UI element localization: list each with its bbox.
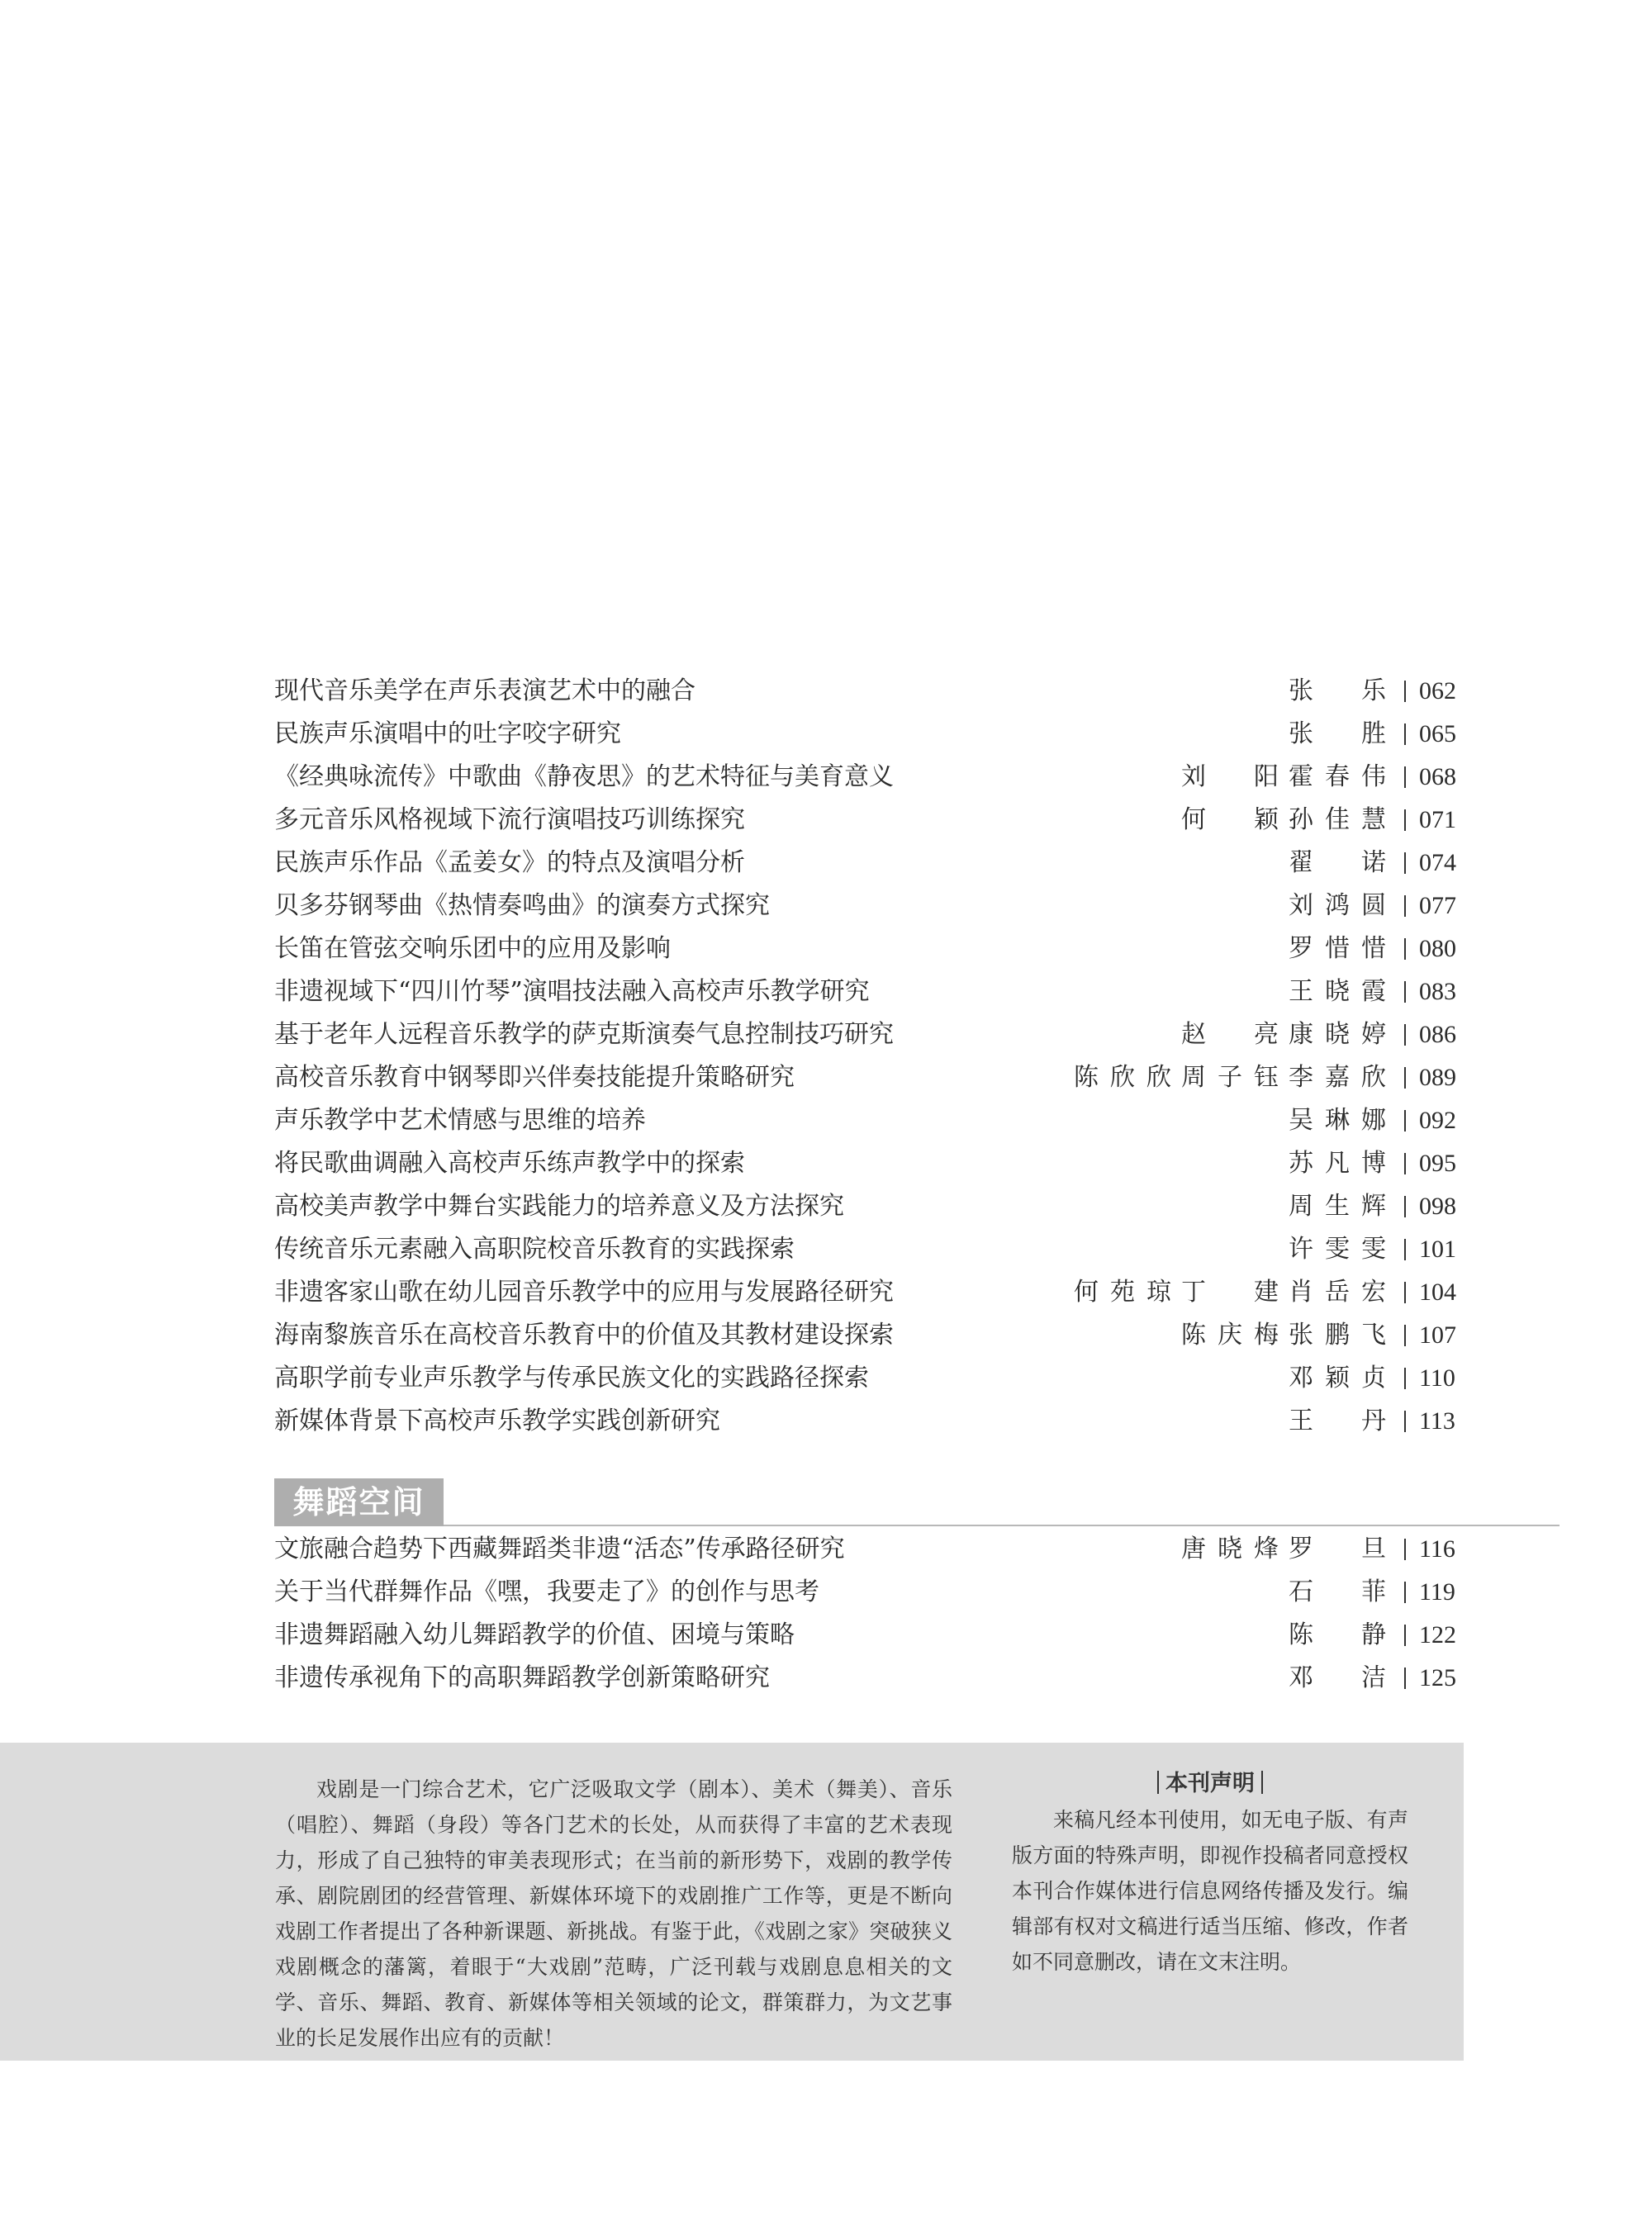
entry-author: 陈庆梅 (1181, 1321, 1279, 1350)
page-number: 095 (1419, 1150, 1456, 1177)
journal-statement (1012, 1766, 1408, 1980)
toc-entry[interactable] (0, 970, 1652, 1013)
page-separator (1404, 1625, 1406, 1646)
entry-title: 关于当代群舞作品《嘿，我要走了》的创作与思考 (274, 1577, 819, 1606)
entry-author: 丁建 (1181, 1278, 1279, 1307)
toc-entry[interactable] (0, 1013, 1652, 1056)
page-number: 086 (1419, 1021, 1456, 1048)
entry-author: 何苑琼 (1074, 1278, 1171, 1307)
toc-entry[interactable] (0, 1400, 1652, 1443)
entry-page (1404, 1614, 1456, 1657)
page-separator (1404, 1411, 1406, 1432)
entry-page (1404, 670, 1456, 713)
entry-page (1404, 1271, 1456, 1314)
toc-entry[interactable] (0, 1571, 1652, 1614)
entry-author: 王丹 (1289, 1407, 1386, 1435)
entry-title: 长笛在管弦交响乐团中的应用及影响 (274, 934, 671, 963)
entry-author: 周子钰 (1181, 1063, 1279, 1092)
statement-heading-text: 本刊声明 (1165, 1771, 1255, 1796)
toc-entry[interactable] (0, 1271, 1652, 1314)
page-number: 107 (1419, 1321, 1456, 1349)
page-number: 062 (1419, 677, 1456, 705)
page-number: 119 (1419, 1578, 1455, 1606)
entry-author: 何颖 (1181, 805, 1279, 834)
page-separator (1404, 895, 1406, 917)
entry-author: 周生辉 (1289, 1192, 1386, 1221)
entry-author: 翟诺 (1289, 848, 1386, 877)
entry-page (1404, 1142, 1456, 1185)
toc-entry[interactable] (0, 713, 1652, 756)
page-number: 068 (1419, 763, 1456, 790)
entry-author: 石菲 (1289, 1577, 1386, 1606)
entry-page (1404, 970, 1456, 1013)
statement-body: 来稿凡经本刊使用，如无电子版、有声版方面的特殊声明，即视作投稿者同意授权本刊合作媒体进行信息网络传播及发行。编辑部有权对文稿进行适当压缩、修改，作者如不同意删改，请在文末注明。 (1012, 1808, 1408, 1974)
entry-title: 多元音乐风格视域下流行演唱技巧训练探究 (274, 805, 745, 834)
entry-page (1404, 1099, 1456, 1142)
entry-page (1404, 1357, 1455, 1400)
page-number: 074 (1419, 849, 1456, 876)
page-number: 104 (1419, 1279, 1456, 1306)
page-separator (1404, 1539, 1406, 1560)
page-number: 098 (1419, 1193, 1456, 1220)
page-separator (1404, 1368, 1406, 1389)
entry-page (1404, 1185, 1456, 1228)
entry-author: 罗惜惜 (1289, 934, 1386, 963)
toc-entry[interactable] (0, 1099, 1652, 1142)
entry-title: 贝多芬钢琴曲《热情奏鸣曲》的演奏方式探究 (274, 891, 770, 920)
entry-author: 赵亮 (1181, 1020, 1279, 1049)
toc-entry[interactable] (0, 1528, 1652, 1571)
entry-page (1404, 799, 1456, 842)
entry-page (1404, 756, 1456, 799)
entry-page (1404, 927, 1456, 970)
page-separator (1404, 766, 1406, 788)
entry-title: 非遗客家山歌在幼儿园音乐教学中的应用与发展路径研究 (274, 1278, 894, 1307)
page-number: 083 (1419, 978, 1456, 1005)
entry-author: 罗旦 (1289, 1535, 1386, 1563)
page-number: 110 (1419, 1364, 1455, 1392)
entry-page (1404, 842, 1456, 885)
toc-entry[interactable] (0, 842, 1652, 885)
entry-title: 民族声乐演唱中的吐字咬字研究 (274, 719, 621, 748)
entry-page (1404, 713, 1456, 756)
entry-title: 高职学前专业声乐教学与传承民族文化的实践路径探索 (274, 1364, 869, 1392)
entry-author: 李嘉欣 (1289, 1063, 1386, 1092)
entry-author: 苏凡博 (1289, 1149, 1386, 1178)
entry-title: 非遗传承视角下的高职舞蹈教学创新策略研究 (274, 1663, 770, 1692)
entry-title: 非遗舞蹈融入幼儿舞蹈教学的价值、困境与策略 (274, 1620, 795, 1649)
bar-left (1157, 1771, 1159, 1794)
entry-page (1404, 1657, 1456, 1700)
toc-entry[interactable] (0, 670, 1652, 713)
entry-page (1404, 1314, 1456, 1357)
entry-author: 唐晓烽 (1181, 1535, 1279, 1563)
entry-page (1404, 1571, 1455, 1614)
entry-page (1404, 1528, 1455, 1571)
toc-entry[interactable] (0, 1614, 1652, 1657)
page-separator (1404, 1325, 1406, 1346)
entry-title: 非遗视域下“四川竹琴”演唱技法融入高校声乐教学研究 (274, 977, 870, 1006)
entry-author: 张胜 (1289, 719, 1386, 748)
page-number: 080 (1419, 935, 1456, 962)
page-separator (1404, 1110, 1406, 1131)
page-separator (1404, 1067, 1406, 1089)
entry-author: 许雯雯 (1289, 1235, 1386, 1264)
entry-author: 邓颖贞 (1289, 1364, 1386, 1392)
entry-author: 张鹏飞 (1289, 1321, 1386, 1350)
page-number: 092 (1419, 1107, 1456, 1134)
toc-entry[interactable] (0, 1357, 1652, 1400)
entry-title: 海南黎族音乐在高校音乐教育中的价值及其教材建设探索 (274, 1321, 894, 1350)
journal-intro: 戏剧是一门综合艺术，它广泛吸取文学（剧本）、美术（舞美）、音乐（唱腔）、舞蹈（身段）等各门艺术的长处，从而获得了丰富的艺术表现力，形成了自己独特的审美表现形式；在当前的新形势下，戏剧的教学传承、剧院剧团的经营管理、新媒体环境下的戏剧推广工作等，更是不断向戏剧工作者提出了各种新课题、新挑战。有鉴于此，《戏剧之家》突破狭义戏剧概念的藩篱，着眼于“大戏剧”范畴，广泛刊载与戏剧息息相关的文学、音乐、舞蹈、教育、新媒体等相关领域的论文，群策群力，为文艺事业的长足发展作出应有的贡献！ (275, 1777, 952, 2050)
entry-page (1404, 1056, 1456, 1099)
entry-author: 张乐 (1289, 676, 1386, 705)
toc-entry[interactable] (0, 1056, 1652, 1099)
toc-entry[interactable] (0, 1228, 1652, 1271)
page-separator (1404, 1668, 1406, 1689)
entry-page (1404, 885, 1456, 927)
page-separator (1404, 723, 1406, 745)
entry-title: 基于老年人远程音乐教学的萨克斯演奏气息控制技巧研究 (274, 1020, 894, 1049)
entry-title: 高校美声教学中舞台实践能力的培养意义及方法探究 (274, 1192, 844, 1221)
toc-entry[interactable] (0, 1657, 1652, 1700)
page-number: 077 (1419, 892, 1456, 919)
toc-entry[interactable] (0, 756, 1652, 799)
page-separator (1404, 1196, 1406, 1217)
page-separator (1404, 938, 1406, 960)
page-separator (1404, 1282, 1406, 1303)
entry-author: 康晓婷 (1289, 1020, 1386, 1049)
page-separator (1404, 1582, 1406, 1603)
entry-title: 《经典咏流传》中歌曲《静夜思》的艺术特征与美育意义 (274, 762, 894, 791)
entry-title: 文旅融合趋势下西藏舞蹈类非遗“活态”传承路径研究 (274, 1535, 845, 1563)
entry-author: 王晓霞 (1289, 977, 1386, 1006)
entry-title: 声乐教学中艺术情感与思维的培养 (274, 1106, 646, 1135)
entry-author: 肖岳宏 (1289, 1278, 1386, 1307)
toc-entry[interactable] (0, 885, 1652, 927)
section-divider (444, 1525, 1559, 1526)
page-number: 116 (1419, 1535, 1455, 1563)
toc-entry[interactable] (0, 1314, 1652, 1357)
entry-author: 孙佳慧 (1289, 805, 1386, 834)
page-number: 071 (1419, 806, 1456, 833)
page-number: 065 (1419, 720, 1456, 747)
entry-page (1404, 1228, 1456, 1271)
page-separator (1404, 1153, 1406, 1174)
toc-entry[interactable] (0, 1185, 1652, 1228)
page-separator (1404, 681, 1406, 702)
toc-entry[interactable] (0, 799, 1652, 842)
page-separator (1404, 852, 1406, 874)
page-number: 113 (1419, 1407, 1455, 1435)
entry-page (1404, 1013, 1456, 1056)
page-number: 122 (1419, 1621, 1456, 1649)
dance-section-header (274, 1478, 1559, 1526)
statement-heading (1012, 1766, 1408, 1802)
entry-author: 刘阳 (1181, 762, 1279, 791)
bar-right (1261, 1771, 1263, 1794)
entry-title: 民族声乐作品《孟姜女》的特点及演唱分析 (274, 848, 745, 877)
entry-title: 现代音乐美学在声乐表演艺术中的融合 (274, 676, 695, 705)
entry-author: 陈欣欣 (1074, 1063, 1171, 1092)
page-number: 101 (1419, 1236, 1456, 1263)
entry-title: 将民歌曲调融入高校声乐练声教学中的探索 (274, 1149, 745, 1178)
section-title: 舞蹈空间 (274, 1478, 444, 1526)
page-number: 125 (1419, 1664, 1456, 1691)
page-separator (1404, 1239, 1406, 1260)
page-separator (1404, 1024, 1406, 1046)
toc-entry[interactable] (0, 1142, 1652, 1185)
page-number: 089 (1419, 1064, 1456, 1091)
entry-author: 吴琳娜 (1289, 1106, 1386, 1135)
entry-page (1404, 1400, 1455, 1443)
entry-title: 高校音乐教育中钢琴即兴伴奏技能提升策略研究 (274, 1063, 795, 1092)
toc-entry[interactable] (0, 927, 1652, 970)
entry-author: 邓洁 (1289, 1663, 1386, 1692)
page-separator (1404, 809, 1406, 831)
page-separator (1404, 981, 1406, 1003)
entry-title: 新媒体背景下高校声乐教学实践创新研究 (274, 1407, 720, 1435)
entry-author: 刘鸿圆 (1289, 891, 1386, 920)
entry-author: 陈静 (1289, 1620, 1386, 1649)
notice-panel (0, 1743, 1464, 2061)
entry-title: 传统音乐元素融入高职院校音乐教育的实践探索 (274, 1235, 795, 1264)
entry-author: 霍春伟 (1289, 762, 1386, 791)
